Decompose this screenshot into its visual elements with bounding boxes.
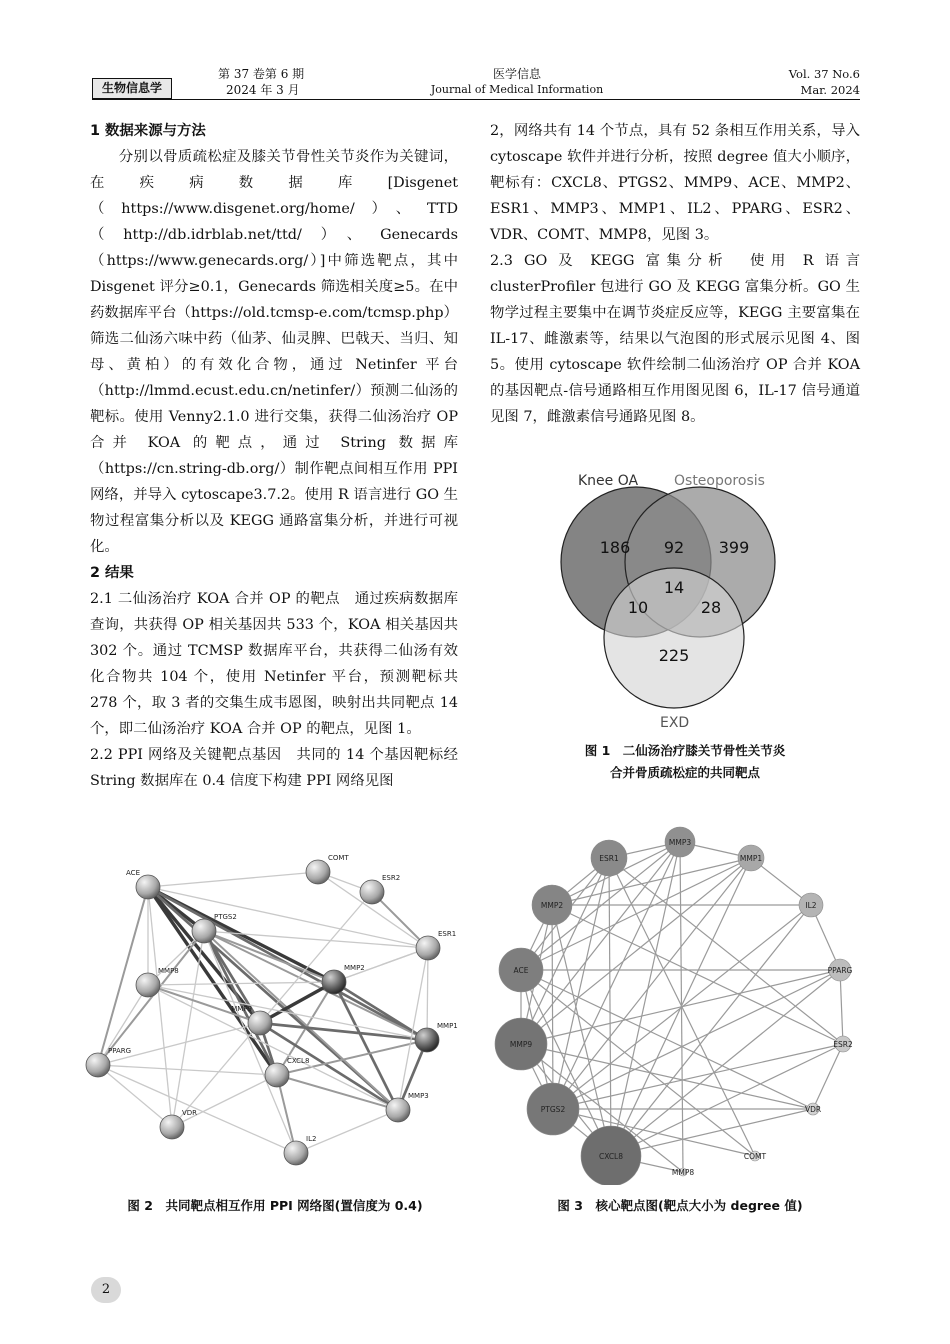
core-node-label-mmp3: MMP3 xyxy=(668,838,692,847)
ppi-edge-ptgs2-il2 xyxy=(204,931,296,1153)
ppi-node-esr2 xyxy=(360,880,384,904)
figure-3-caption: 图 3 核心靶点图(靶点大小为 degree 值) xyxy=(557,1198,803,1213)
ppi-node-il2 xyxy=(284,1141,308,1165)
figure-3-core-targets xyxy=(493,825,868,1185)
figure-2-ppi-network xyxy=(80,840,470,1180)
core-node-label-esr1: ESR1 xyxy=(599,854,619,863)
ppi-edge-mmp2-mmp8 xyxy=(148,982,334,985)
issue-number: 第 37 卷第 6 期 xyxy=(218,67,305,81)
ppi-node-comt xyxy=(306,860,330,884)
section-tag: 生物信息学 xyxy=(92,78,172,99)
venn-label-knee-oa: Knee OA xyxy=(578,473,639,489)
ppi-edge-pparg-vdr xyxy=(98,1065,172,1127)
paragraph-2-3 xyxy=(490,248,860,430)
venn-value-knee-exd: 10 xyxy=(627,598,649,617)
ppi-node-label-mmp8: MMP8 xyxy=(158,967,179,975)
ppi-edge-ptgs2-mmp2 xyxy=(204,931,334,982)
core-edge-esr2-vdr xyxy=(813,1044,843,1109)
ppi-node-pparg xyxy=(86,1053,110,1077)
paragraph-methods: 分别以骨质疏松症及膝关节骨性关节炎作为关键词，在疾病数据库[Disgenet（https://www.disgenet.org/home/）、TTD（http://db.idrblab.net/ttd/）、Genecards（https://www.genecards.org/）]中筛选靶点，其中 Disgenet 评分≥0.1，Genecards 筛选相关度≥5。在中药数据库平台（https://old.tcmsp-e.com/tcmsp.php）筛选二仙汤六味中药（仙茅、仙灵脾、巴戟天、当归、知母、黄柏）的有效化合物，通过 Netinfer 平台（http://lmmd.ecust.edu.cn/netinfer/）预测二仙汤的靶标。使用 Venny2.1.0 进行交集，获得二仙汤治疗 OP 合并 KOA 的靶点，通过 String 数据库（https://cn.string-db.org/）制作靶点间相互作用 PPI 网络，并导入 cytoscape3.7.2。使用 R 语言进行 GO 生物过程富集分析以及 KEGG 通路富集分析，并进行可视化。 xyxy=(90,149,458,555)
ppi-edge-il2-mmp3 xyxy=(296,1110,398,1153)
subheading-2-3: 2.3 GO 及 KEGG 富集分析 xyxy=(490,253,730,269)
ppi-edge-esr1-mmp1 xyxy=(427,948,428,1040)
venn-label-osteoporosis: Osteoporosis xyxy=(674,473,765,489)
core-node-label-il2: IL2 xyxy=(805,901,817,910)
core-node-label-ptgs2: PTGS2 xyxy=(540,1105,566,1114)
ppi-node-label-cxcl8: CXCL8 xyxy=(287,1057,310,1065)
core-node-label-mmp9: MMP9 xyxy=(509,1040,533,1049)
text-2-3: 使用 R 语言 clusterProfiler 包进行 GO 及 KEGG 富集分析。GO 生物学过程主要集中在调节炎症反应等，KEGG 主要富集在 IL-17、雌激素等，结果以气泡图的形式展示见图 4、图 5。使用 cytoscape 软件绘制二仙汤治疗 OP 合并 KOA 的基因靶点-信号通路相互作用图见图 6，IL-17 信号通道见图 7，雌激素信号通路见图 8。 xyxy=(490,253,860,425)
issue-date-cn: 2024 年 3 月 xyxy=(226,83,300,97)
ppi-edge-comt-ace xyxy=(148,872,318,887)
ppi-node-mmp9 xyxy=(248,1011,272,1035)
subheading-2-2: 2.2 PPI 网络及关键靶点基因 xyxy=(90,747,282,763)
figure-1-caption-line1: 图 1 二仙汤治疗膝关节骨性关节炎 xyxy=(584,743,786,758)
figure-1-caption-line2: 合并骨质疏松症的共同靶点 xyxy=(609,765,760,780)
core-node-label-mmp8: MMP8 xyxy=(671,1168,695,1177)
core-node-label-esr2: ESR2 xyxy=(833,1040,853,1049)
core-edge-ptgs2-mmp3 xyxy=(553,842,680,1109)
ppi-node-ptgs2 xyxy=(192,919,216,943)
issue-info xyxy=(218,66,304,98)
figure-1-caption xyxy=(540,740,830,784)
ppi-node-esr1 xyxy=(416,936,440,960)
ppi-node-mmp1 xyxy=(415,1028,439,1052)
ppi-node-label-pparg: PPARG xyxy=(108,1047,132,1055)
subheading-2-1: 2.1 二仙汤治疗 KOA 合并 OP 的靶点 xyxy=(90,591,340,607)
ppi-node-label-mmp1: MMP1 xyxy=(437,1022,458,1030)
ppi-node-label-il2: IL2 xyxy=(306,1135,317,1143)
ppi-node-label-mmp2: MMP2 xyxy=(344,964,365,972)
ppi-edge-ptgs2-vdr xyxy=(172,931,204,1127)
ppi-edge-cxcl8-pparg xyxy=(98,1065,277,1075)
venn-value-knee-osteo: 92 xyxy=(663,538,685,557)
core-edge-esr1-esr2 xyxy=(609,858,843,1044)
ppi-node-label-ptgs2: PTGS2 xyxy=(214,913,237,921)
core-edge-mmp9-esr1 xyxy=(521,858,609,1044)
ppi-node-label-esr2: ESR2 xyxy=(382,874,401,882)
volume-info xyxy=(789,66,860,98)
ppi-node-vdr xyxy=(160,1115,184,1139)
journal-name-en: Journal of Medical Information xyxy=(430,83,604,96)
venn-value-all: 14 xyxy=(663,578,685,597)
core-edge-cxcl8-esr1 xyxy=(609,858,611,1156)
core-edge-cxcl8-vdr xyxy=(611,1109,813,1156)
figure-2-caption: 图 2 共同靶点相互作用 PPI 网络图(置信度为 0.4) xyxy=(127,1198,423,1213)
ppi-node-label-mmp9: MMP9 xyxy=(231,1005,252,1013)
core-node-label-comt: COMT xyxy=(743,1152,767,1161)
venn-value-only-knee-oa: 186 xyxy=(599,538,631,557)
core-node-label-mmp2: MMP2 xyxy=(540,901,564,910)
heading-results: 2 结果 xyxy=(90,565,134,581)
ppi-edge-vdr-cxcl8 xyxy=(172,1075,277,1127)
core-node-label-mmp1: MMP1 xyxy=(739,854,763,863)
volume-en: Vol. 37 No.6 xyxy=(788,67,860,81)
paragraph-2-1 xyxy=(90,586,458,742)
venn-value-only-exd: 225 xyxy=(658,646,690,665)
paragraph-2-2-cont: 2，网络共有 14 个节点，具有 52 条相互作用关系，导入 cytoscape 软件并进行分析，按照 degree 值大小顺序，靶标有：CXCL8、PTGS2、MMP9、ACE、MMP2、ESR1、MMP3、MMP1、IL2、PPARG、ESR2、VDR、COMT、MMP8，见图 3。 xyxy=(490,123,860,243)
header-rule xyxy=(92,99,860,100)
ppi-edge-ptgs2-mmp3 xyxy=(204,931,398,1110)
ppi-node-label-ace: ACE xyxy=(126,869,140,877)
ppi-node-mmp2 xyxy=(322,970,346,994)
journal-name-cn: 医学信息 xyxy=(492,67,541,81)
core-node-label-cxcl8: CXCL8 xyxy=(598,1152,624,1161)
venn-value-osteo-exd: 28 xyxy=(700,598,722,617)
core-node-label-vdr: VDR xyxy=(804,1105,822,1114)
core-node-label-pparg: PPARG xyxy=(827,966,853,975)
heading-methods: 1 数据来源与方法 xyxy=(90,123,206,139)
ppi-node-label-comt: COMT xyxy=(328,854,349,862)
paragraph-2-2 xyxy=(90,742,458,794)
ppi-node-label-esr1: ESR1 xyxy=(438,930,457,938)
venn-label-exd: EXD xyxy=(660,715,690,731)
ppi-edge-ace-vdr xyxy=(148,887,172,1127)
ppi-node-ace xyxy=(136,875,160,899)
ppi-node-label-vdr: VDR xyxy=(182,1109,198,1117)
ppi-edge-ptgs2-esr1 xyxy=(204,931,428,948)
venn-value-only-osteoporosis: 399 xyxy=(718,538,750,557)
figure-1-venn xyxy=(540,465,800,737)
core-edge-mmp9-pparg xyxy=(521,970,840,1044)
page-number: 2 xyxy=(91,1277,121,1303)
right-column xyxy=(490,118,860,430)
journal-name xyxy=(392,66,642,98)
ppi-node-mmp3 xyxy=(386,1098,410,1122)
ppi-node-mmp8 xyxy=(136,973,160,997)
date-en: Mar. 2024 xyxy=(800,83,860,97)
text-2-2: 共同的 14 个基因靶标经 String 数据库在 0.4 信度下构建 PPI 网络见图 xyxy=(90,747,458,789)
text-2-1: 通过疾病数据库查询，共获得 OP 相关基因共 533 个，KOA 相关基因共 302 个。通过 TCMSP 数据库平台，共获得二仙汤有效化合物共 104 个，使用 Netinfer 平台，预测靶标共 278 个，取 3 者的交集生成韦恩图，映射出共同靶点 14 个，即二仙汤治疗 KOA 合并 OP 的靶点，见图 1。 xyxy=(90,591,458,737)
core-node-label-ace: ACE xyxy=(513,966,529,975)
ppi-node-cxcl8 xyxy=(265,1063,289,1087)
ppi-node-label-mmp3: MMP3 xyxy=(408,1092,429,1100)
running-header xyxy=(92,66,860,102)
left-column xyxy=(90,118,458,794)
core-edge-ptgs2-mmp2 xyxy=(552,905,553,1109)
core-edge-ptgs2-pparg xyxy=(553,970,840,1109)
